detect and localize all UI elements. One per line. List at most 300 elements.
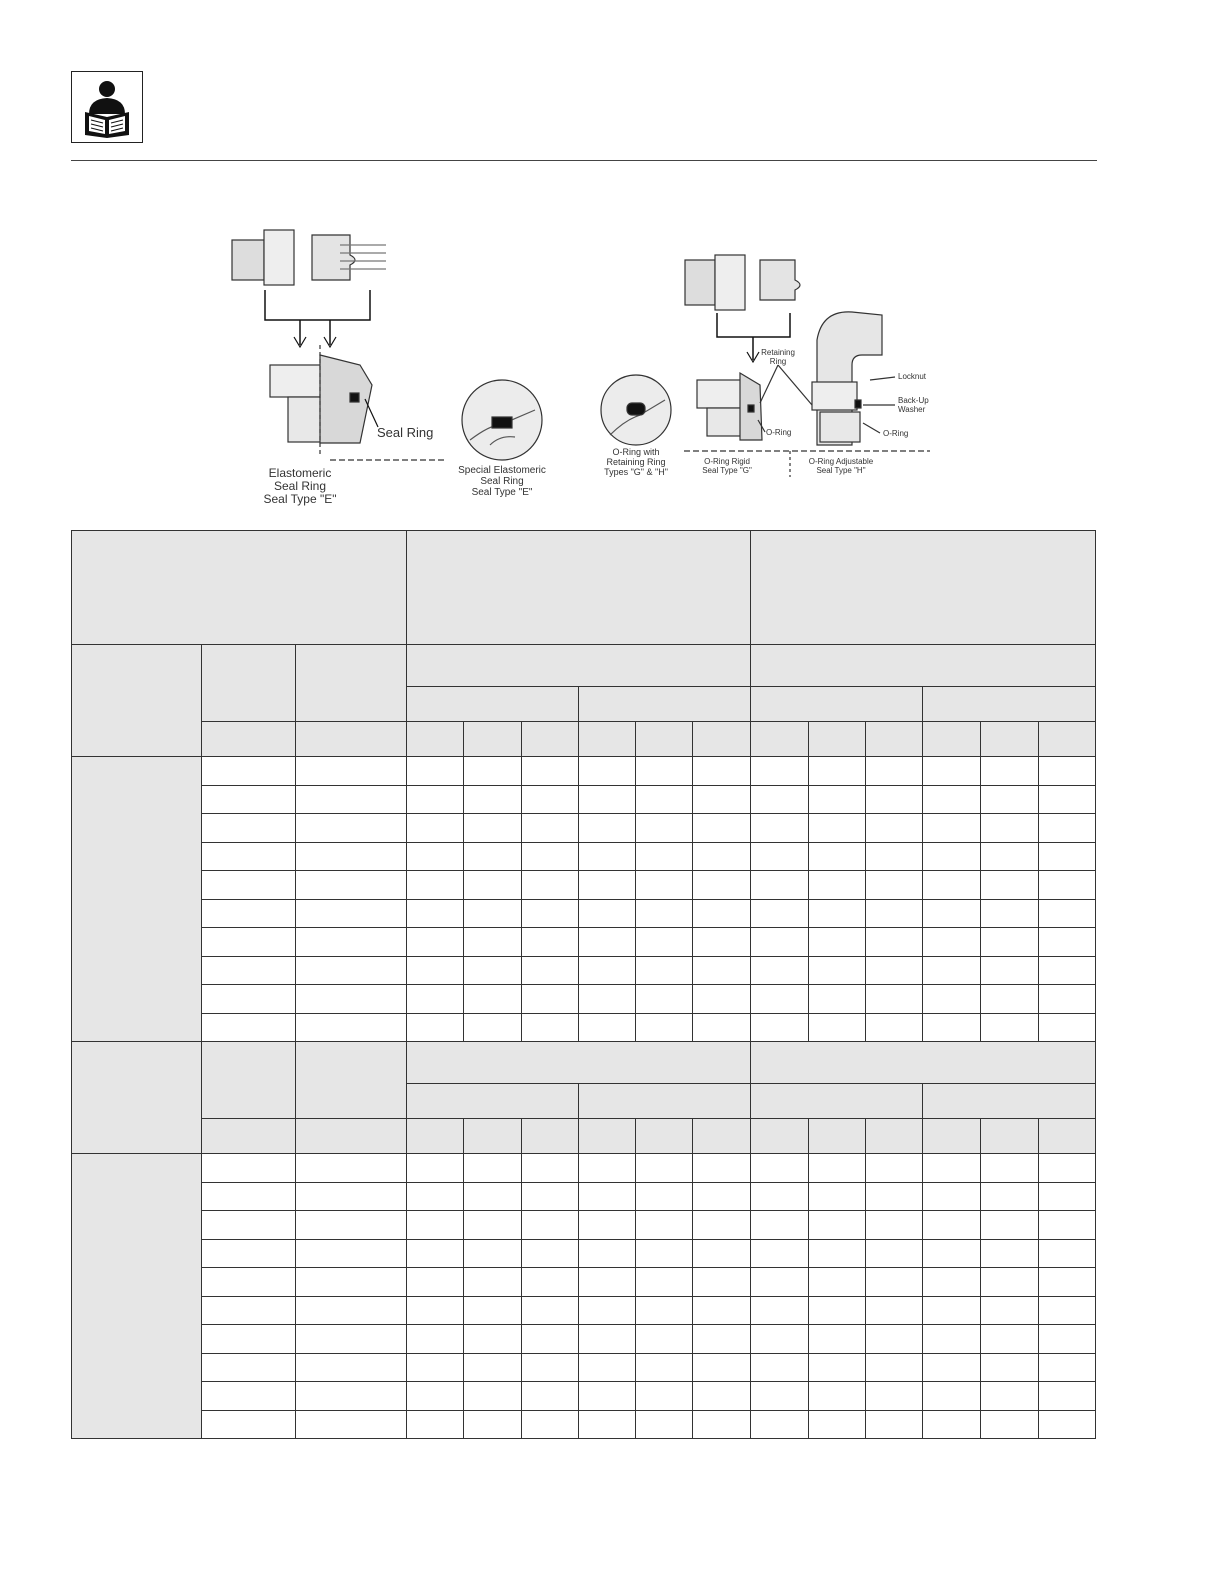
table-cell xyxy=(923,842,981,871)
table-cell xyxy=(407,871,464,900)
table-cell xyxy=(808,928,865,957)
table-cell xyxy=(464,785,521,814)
table-cell xyxy=(407,1013,464,1042)
table-cell xyxy=(693,1268,750,1297)
table-cell xyxy=(521,1410,578,1439)
special-seal-detail-drawing xyxy=(462,380,542,460)
table-row xyxy=(72,985,1096,1014)
table-cell xyxy=(808,1154,865,1183)
unit-header-cell xyxy=(578,722,635,757)
rigid-label-line2: Seal Type "G" xyxy=(702,466,752,475)
column-subgroup-header-cell xyxy=(578,687,750,722)
table-row xyxy=(72,1182,1096,1211)
table-cell xyxy=(407,1211,464,1240)
table-cell xyxy=(202,928,295,957)
table-cell xyxy=(693,956,750,985)
table-cell xyxy=(202,814,295,843)
section-header-cell xyxy=(72,645,202,757)
table-cell xyxy=(865,785,922,814)
table-cell xyxy=(923,1268,981,1297)
table-cell xyxy=(295,1410,406,1439)
adjustable-label-line1: O-Ring Adjustable xyxy=(808,457,874,466)
table-row xyxy=(72,1353,1096,1382)
unit-header-cell xyxy=(521,722,578,757)
table-cell xyxy=(521,1211,578,1240)
table-cell xyxy=(202,956,295,985)
table-cell xyxy=(981,1154,1038,1183)
unit-header-cell xyxy=(808,1119,865,1154)
table-cell xyxy=(578,1296,635,1325)
table-cell xyxy=(808,1382,865,1411)
table-cell xyxy=(750,1296,808,1325)
manual-reader-icon xyxy=(71,71,143,143)
table-cell xyxy=(693,814,750,843)
table-cell xyxy=(521,1268,578,1297)
table-cell xyxy=(865,1353,922,1382)
table-cell xyxy=(693,1211,750,1240)
table-cell xyxy=(295,1353,406,1382)
column-header-cell xyxy=(202,645,295,722)
unit-header-cell xyxy=(923,722,981,757)
table-cell xyxy=(1038,1154,1095,1183)
table-cell xyxy=(693,1296,750,1325)
table-cell xyxy=(1038,814,1095,843)
table-cell xyxy=(923,1182,981,1211)
table-cell xyxy=(750,928,808,957)
table-cell xyxy=(750,1325,808,1354)
table-cell xyxy=(808,1013,865,1042)
table-cell xyxy=(636,1325,693,1354)
table-cell xyxy=(865,757,922,786)
table-cell xyxy=(808,1353,865,1382)
unit-header-cell xyxy=(636,1119,693,1154)
table-cell xyxy=(636,1268,693,1297)
oring-rigid-adjustable-drawing xyxy=(684,255,930,477)
table-cell xyxy=(750,1182,808,1211)
unit-header-cell xyxy=(1038,1119,1095,1154)
table-row xyxy=(72,1211,1096,1240)
table-cell xyxy=(202,1296,295,1325)
table-cell xyxy=(981,985,1038,1014)
table-cell xyxy=(865,871,922,900)
table-cell xyxy=(295,928,406,957)
elastomeric-label-line1: Elastomeric xyxy=(268,466,332,480)
seal-types-diagram xyxy=(200,215,960,515)
table-cell xyxy=(923,985,981,1014)
table-cell xyxy=(202,1154,295,1183)
table-cell xyxy=(865,956,922,985)
table-cell xyxy=(1038,1382,1095,1411)
table-cell xyxy=(750,985,808,1014)
table-cell xyxy=(295,814,406,843)
oring-label-adjustable: O-Ring xyxy=(883,429,909,438)
unit-header-cell xyxy=(578,1119,635,1154)
unit-header-cell xyxy=(750,1119,808,1154)
table-cell xyxy=(923,1325,981,1354)
table-cell xyxy=(202,1410,295,1439)
table-cell xyxy=(923,814,981,843)
table-cell xyxy=(808,871,865,900)
table-cell xyxy=(750,842,808,871)
table-cell xyxy=(578,1013,635,1042)
table-cell xyxy=(202,1182,295,1211)
unit-header-cell xyxy=(693,722,750,757)
table-cell xyxy=(202,899,295,928)
locknut-label: Locknut xyxy=(898,372,927,381)
table-cell xyxy=(295,956,406,985)
unit-header-cell xyxy=(636,722,693,757)
table-cell xyxy=(295,1382,406,1411)
table-cell xyxy=(636,985,693,1014)
table-cell xyxy=(981,1182,1038,1211)
table-cell xyxy=(1038,985,1095,1014)
table-cell xyxy=(865,1325,922,1354)
table-row xyxy=(72,757,1096,786)
table-row xyxy=(72,1239,1096,1268)
table-cell xyxy=(407,985,464,1014)
column-subgroup-header-cell xyxy=(923,1084,1096,1119)
table-cell xyxy=(636,956,693,985)
table-cell xyxy=(578,1382,635,1411)
oring-label-rigid: O-Ring xyxy=(766,428,792,437)
table-cell xyxy=(578,871,635,900)
table-cell xyxy=(750,1154,808,1183)
table-cell xyxy=(750,871,808,900)
table-cell xyxy=(981,842,1038,871)
table-cell xyxy=(808,785,865,814)
table-cell xyxy=(407,928,464,957)
unit-header-cell xyxy=(295,1119,406,1154)
table-cell xyxy=(981,1013,1038,1042)
table-cell xyxy=(750,1013,808,1042)
table-cell xyxy=(750,899,808,928)
table-cell xyxy=(808,842,865,871)
table-cell xyxy=(578,1410,635,1439)
oring-ret-label-line2: Retaining Ring xyxy=(606,457,666,467)
table-cell xyxy=(923,1211,981,1240)
section-header-cell xyxy=(72,1042,202,1154)
table-cell xyxy=(750,757,808,786)
table-cell xyxy=(750,785,808,814)
elastomeric-label-line3: Seal Type "E" xyxy=(263,492,337,506)
table-cell xyxy=(578,1154,635,1183)
oring-retaining-detail-drawing xyxy=(601,375,671,445)
table-cell xyxy=(464,871,521,900)
table-cell xyxy=(636,871,693,900)
table-cell xyxy=(464,1182,521,1211)
table-cell xyxy=(578,785,635,814)
table-cell xyxy=(865,1013,922,1042)
section-label-cell xyxy=(72,757,202,1042)
column-header-cell xyxy=(295,1042,406,1119)
table-cell xyxy=(1038,871,1095,900)
table-cell xyxy=(808,1296,865,1325)
table-row xyxy=(72,956,1096,985)
table-cell xyxy=(750,1382,808,1411)
header-cell-group-a xyxy=(407,531,750,645)
table-row xyxy=(72,722,1096,757)
table-cell xyxy=(923,1410,981,1439)
table-cell xyxy=(865,1211,922,1240)
table-cell xyxy=(865,899,922,928)
column-subgroup-header-cell xyxy=(578,1084,750,1119)
column-group-header-cell xyxy=(750,645,1095,687)
table-cell xyxy=(1038,842,1095,871)
table-cell xyxy=(407,899,464,928)
column-subgroup-header-cell xyxy=(750,687,923,722)
table-cell xyxy=(464,842,521,871)
table-cell xyxy=(1038,1239,1095,1268)
table-cell xyxy=(521,956,578,985)
unit-header-cell xyxy=(202,1119,295,1154)
elastomeric-label-line2: Seal Ring xyxy=(273,479,327,493)
table-cell xyxy=(464,1211,521,1240)
table-cell xyxy=(693,842,750,871)
table-cell xyxy=(981,1211,1038,1240)
table-cell xyxy=(693,985,750,1014)
table-cell xyxy=(981,1410,1038,1439)
table-cell xyxy=(981,928,1038,957)
unit-header-cell xyxy=(693,1119,750,1154)
table-cell xyxy=(923,757,981,786)
table-cell xyxy=(578,1268,635,1297)
table-cell xyxy=(521,1353,578,1382)
table-cell xyxy=(202,1239,295,1268)
table-cell xyxy=(1038,1211,1095,1240)
table-cell xyxy=(407,1182,464,1211)
table-cell xyxy=(521,1382,578,1411)
table-cell xyxy=(981,956,1038,985)
rigid-label-line1: O-Ring Rigid xyxy=(704,457,750,466)
table-cell xyxy=(464,1353,521,1382)
table-cell xyxy=(636,1410,693,1439)
table-cell xyxy=(865,1154,922,1183)
table-cell xyxy=(202,842,295,871)
unit-header-cell xyxy=(464,1119,521,1154)
table-cell xyxy=(295,871,406,900)
table-cell xyxy=(578,1239,635,1268)
table-row xyxy=(72,785,1096,814)
table-cell xyxy=(521,814,578,843)
table-cell xyxy=(808,1211,865,1240)
table-cell xyxy=(521,757,578,786)
table-cell xyxy=(865,985,922,1014)
table-cell xyxy=(981,785,1038,814)
unit-header-cell xyxy=(981,1119,1038,1154)
table-cell xyxy=(636,1013,693,1042)
table-cell xyxy=(578,956,635,985)
table-cell xyxy=(750,814,808,843)
section-label-cell xyxy=(72,1154,202,1439)
table-cell xyxy=(981,871,1038,900)
table-cell xyxy=(981,1296,1038,1325)
table-row xyxy=(72,928,1096,957)
table-cell xyxy=(464,928,521,957)
table-cell xyxy=(521,928,578,957)
table-cell xyxy=(295,1325,406,1354)
unit-header-cell xyxy=(202,722,295,757)
table-cell xyxy=(521,842,578,871)
table-cell xyxy=(808,1268,865,1297)
table-cell xyxy=(521,785,578,814)
table-cell xyxy=(521,1182,578,1211)
table-cell xyxy=(750,1353,808,1382)
retaining-label-line2: Ring xyxy=(769,357,787,366)
table-cell xyxy=(693,928,750,957)
table-cell xyxy=(865,1382,922,1411)
column-header-cell xyxy=(202,1042,295,1119)
table-row xyxy=(72,1296,1096,1325)
table-cell xyxy=(202,871,295,900)
table-cell xyxy=(1038,1353,1095,1382)
table-cell xyxy=(923,1296,981,1325)
unit-header-cell xyxy=(407,1119,464,1154)
table-cell xyxy=(750,1410,808,1439)
table-cell xyxy=(407,1154,464,1183)
table-cell xyxy=(693,899,750,928)
table-cell xyxy=(464,899,521,928)
table-cell xyxy=(693,757,750,786)
table-cell xyxy=(464,1382,521,1411)
table-cell xyxy=(923,928,981,957)
table-cell xyxy=(981,899,1038,928)
table-row xyxy=(72,1013,1096,1042)
table-cell xyxy=(750,1268,808,1297)
table-cell xyxy=(981,1325,1038,1354)
column-subgroup-header-cell xyxy=(407,687,579,722)
table-cell xyxy=(464,956,521,985)
table-row xyxy=(72,1410,1096,1439)
table-cell xyxy=(865,1296,922,1325)
header-rule xyxy=(71,160,1097,161)
table-cell xyxy=(693,1325,750,1354)
table-cell xyxy=(865,1182,922,1211)
table-cell xyxy=(407,1353,464,1382)
table-cell xyxy=(808,1182,865,1211)
table-cell xyxy=(636,1182,693,1211)
table-row xyxy=(72,814,1096,843)
table-cell xyxy=(1038,1013,1095,1042)
table-cell xyxy=(808,1410,865,1439)
table-cell xyxy=(407,1382,464,1411)
backup-label-line1: Back-Up xyxy=(898,396,929,405)
table-cell xyxy=(407,1325,464,1354)
table-cell xyxy=(981,814,1038,843)
table-cell xyxy=(923,1382,981,1411)
table-cell xyxy=(202,1382,295,1411)
table-cell xyxy=(407,842,464,871)
table-cell xyxy=(981,1239,1038,1268)
table-cell xyxy=(1038,1325,1095,1354)
table-cell xyxy=(693,1382,750,1411)
table-cell xyxy=(693,1353,750,1382)
table-cell xyxy=(521,1325,578,1354)
table-cell xyxy=(923,785,981,814)
table-row xyxy=(72,871,1096,900)
table-cell xyxy=(407,1410,464,1439)
table-cell xyxy=(1038,1268,1095,1297)
table-cell xyxy=(693,1239,750,1268)
table-cell xyxy=(521,1154,578,1183)
unit-header-cell xyxy=(865,722,922,757)
table-row xyxy=(72,1382,1096,1411)
column-group-header-cell xyxy=(750,1042,1095,1084)
table-cell xyxy=(578,928,635,957)
table-cell xyxy=(295,1296,406,1325)
table-cell xyxy=(636,928,693,957)
table-cell xyxy=(923,899,981,928)
table-cell xyxy=(202,757,295,786)
table-cell xyxy=(981,1382,1038,1411)
table-row xyxy=(72,645,1096,687)
table-cell xyxy=(578,1353,635,1382)
table-cell xyxy=(1038,928,1095,957)
table-cell xyxy=(865,1239,922,1268)
table-cell xyxy=(923,1013,981,1042)
table-cell xyxy=(636,1239,693,1268)
table-cell xyxy=(202,985,295,1014)
table-cell xyxy=(808,899,865,928)
table-cell xyxy=(1038,1182,1095,1211)
table-cell xyxy=(521,1296,578,1325)
unit-header-cell xyxy=(981,722,1038,757)
table-row xyxy=(72,1042,1096,1084)
table-cell xyxy=(636,1296,693,1325)
table-cell xyxy=(464,814,521,843)
table-cell xyxy=(295,1013,406,1042)
table-cell xyxy=(865,814,922,843)
table-cell xyxy=(808,814,865,843)
table-cell xyxy=(750,1211,808,1240)
table-cell xyxy=(808,985,865,1014)
table-cell xyxy=(1038,956,1095,985)
table-cell xyxy=(981,1268,1038,1297)
adjustable-label-line2: Seal Type "H" xyxy=(816,466,866,475)
table-cell xyxy=(578,814,635,843)
table-cell xyxy=(464,1325,521,1354)
table-cell xyxy=(693,1013,750,1042)
table-cell xyxy=(1038,899,1095,928)
table-cell xyxy=(464,985,521,1014)
table-row xyxy=(72,842,1096,871)
table-cell xyxy=(464,1410,521,1439)
table-cell xyxy=(521,871,578,900)
table-cell xyxy=(202,785,295,814)
table-cell xyxy=(923,1154,981,1183)
unit-header-cell xyxy=(1038,722,1095,757)
table-cell xyxy=(202,1211,295,1240)
column-group-header-cell xyxy=(407,645,750,687)
table-cell xyxy=(636,1211,693,1240)
table-cell xyxy=(202,1353,295,1382)
table-cell xyxy=(750,1239,808,1268)
table-cell xyxy=(750,956,808,985)
unit-header-cell xyxy=(295,722,406,757)
table-cell xyxy=(865,1410,922,1439)
table-cell xyxy=(636,814,693,843)
table-cell xyxy=(865,842,922,871)
table-cell xyxy=(1038,1410,1095,1439)
table-cell xyxy=(202,1325,295,1354)
table-row xyxy=(72,1268,1096,1297)
table-cell xyxy=(407,1239,464,1268)
header-cell-fitting xyxy=(72,531,407,645)
column-subgroup-header-cell xyxy=(923,687,1096,722)
table-cell xyxy=(636,757,693,786)
column-subgroup-header-cell xyxy=(407,1084,579,1119)
table-cell xyxy=(808,1239,865,1268)
table-cell xyxy=(1038,757,1095,786)
